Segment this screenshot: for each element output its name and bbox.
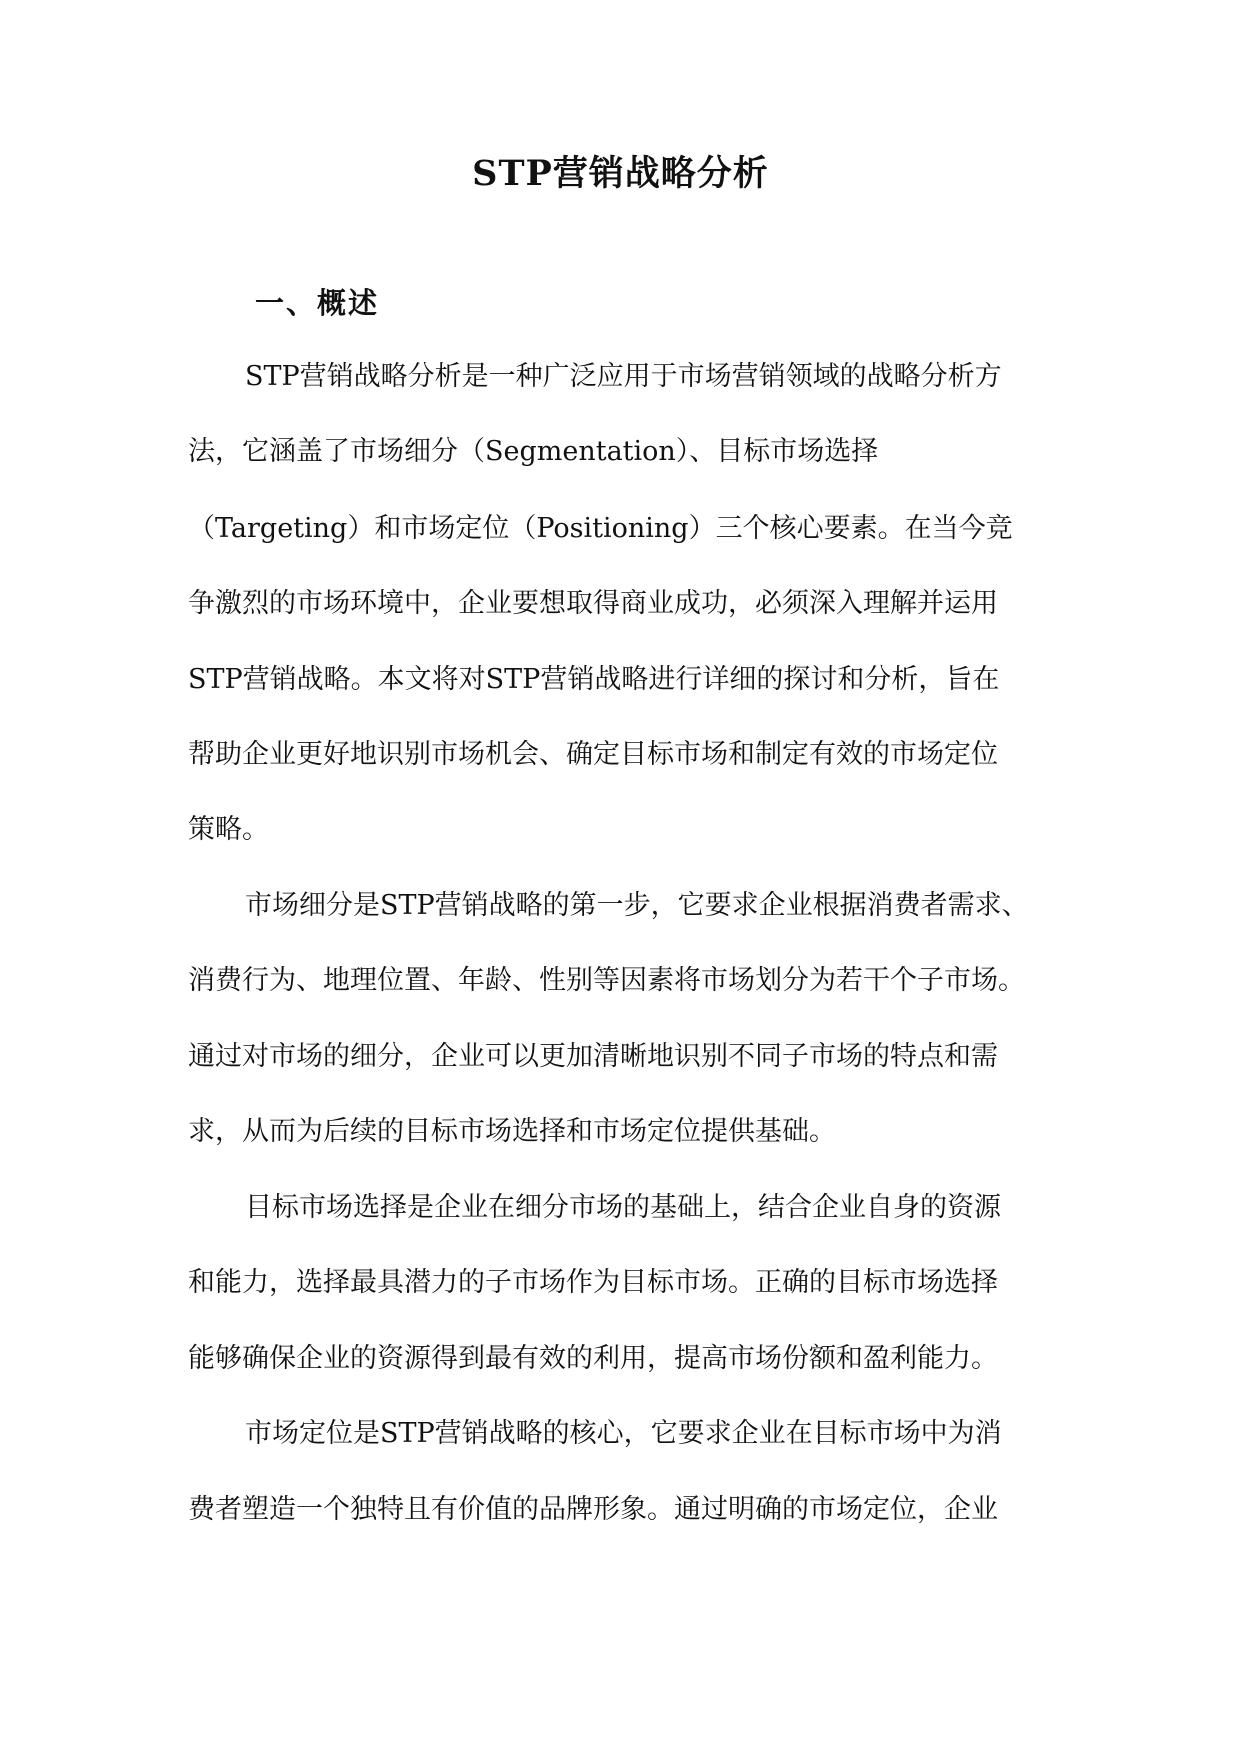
paragraph-line: 目标市场选择是企业在细分市场的基础上，结合企业自身的资源	[245, 1192, 1001, 1223]
paragraph-line: 通过对市场的细分，企业可以更加清晰地识别不同子市场的特点和需	[188, 1041, 998, 1072]
paragraph-line: （Targeting）和市场定位（Positioning）三个核心要素。在当今竞	[188, 513, 1013, 544]
paragraph-line: 和能力，选择最具潜力的子市场作为目标市场。正确的目标市场选择	[188, 1267, 998, 1298]
paragraph-line: 市场细分是STP营销战略的第一步，它要求企业根据消费者需求、	[245, 890, 1029, 921]
paragraph-line: STP营销战略。本文将对STP营销战略进行详细的探讨和分析，旨在	[188, 664, 1000, 695]
paragraph-line: STP营销战略分析是一种广泛应用于市场营销领域的战略分析方	[245, 361, 1002, 392]
paragraph-line: 消费行为、地理位置、年龄、性别等因素将市场划分为若干个子市场。	[188, 965, 1025, 996]
paragraph-line: 策略。	[188, 814, 269, 845]
paragraph-line: 费者塑造一个独特且有价值的品牌形象。通过明确的市场定位，企业	[188, 1494, 998, 1525]
paragraph-line: 帮助企业更好地识别市场机会、确定目标市场和制定有效的市场定位	[188, 739, 998, 770]
section-heading: 一、概述	[255, 286, 380, 320]
paragraph-line: 市场定位是STP营销战略的核心，它要求企业在目标市场中为消	[245, 1418, 1002, 1449]
paragraph-line: 法，它涵盖了市场细分（Segmentation）、目标市场选择	[188, 436, 879, 467]
paragraph-line: 求，从而为后续的目标市场选择和市场定位提供基础。	[188, 1116, 836, 1147]
paragraph-line: 争激烈的市场环境中，企业要想取得商业成功，必须深入理解并运用	[188, 588, 998, 619]
document-title: STP营销战略分析	[472, 153, 769, 194]
paragraph-line: 能够确保企业的资源得到最有效的利用，提高市场份额和盈利能力。	[188, 1343, 998, 1374]
